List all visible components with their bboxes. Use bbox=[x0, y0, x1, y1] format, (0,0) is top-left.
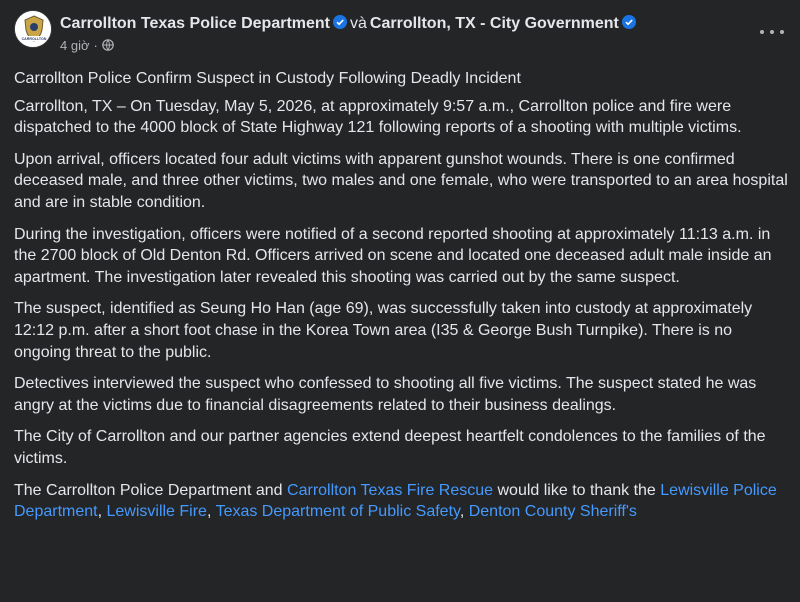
thanks-text: would like to thank the bbox=[493, 481, 661, 499]
thanks-paragraph bbox=[14, 480, 790, 523]
post-headline: Carrollton Police Confirm Suspect in Custody Following Deadly Incident bbox=[14, 70, 521, 87]
post-authors bbox=[60, 14, 636, 34]
link-carrollton-fire-rescue[interactable]: Carrollton Texas Fire Rescue bbox=[287, 481, 494, 499]
verified-badge-icon bbox=[622, 15, 636, 29]
post-paragraph: Detectives interviewed the suspect who confessed to shooting all five victims. The suspect stated he was angry at the victims due to financial disagreements related to their business dealings. bbox=[14, 375, 757, 414]
globe-icon[interactable] bbox=[102, 39, 114, 51]
author-name[interactable]: Carrollton Texas Police Department bbox=[60, 15, 330, 32]
post-paragraph: Upon arrival, officers located four adult victims with apparent gunshot wounds. There is one confirmed deceased male, and three other victims, two males and one female, who were transported to an area hospital and are in stable condition. bbox=[14, 150, 788, 211]
dot-icon bbox=[760, 30, 764, 34]
thanks-text: The Carrollton Police Department and bbox=[14, 481, 288, 499]
police-badge-logo bbox=[15, 11, 52, 48]
post-body bbox=[14, 68, 790, 533]
meta-separator: · bbox=[93, 38, 98, 53]
thanks-text: , bbox=[97, 503, 107, 521]
svg-text:CARROLLTON: CARROLLTON bbox=[21, 37, 47, 41]
thanks-text: , bbox=[459, 503, 469, 521]
post-timestamp[interactable]: 4 giờ bbox=[60, 38, 90, 53]
link-denton-county-sheriff[interactable]: Denton County Sheriff's bbox=[468, 503, 637, 521]
coauthor-name[interactable]: Carrollton, TX - City Government bbox=[369, 15, 619, 32]
link-lewisville-fire[interactable]: Lewisville Fire bbox=[106, 503, 207, 521]
post-paragraph: The City of Carrollton and our partner agencies extend deepest heartfelt condolences to the families of the victims. bbox=[14, 428, 766, 467]
dot-icon bbox=[770, 30, 774, 34]
post-paragraph: Carrollton, TX – On Tuesday, May 5, 2026, at approximately 9:57 a.m., Carrollton police and fire were dispatched to the 4000 block of State Highway 121 following reports of a shooting with multiple victims. bbox=[14, 97, 742, 137]
page-avatar[interactable] bbox=[14, 10, 52, 48]
post-header bbox=[14, 10, 786, 56]
author-connector: và bbox=[350, 15, 367, 32]
more-options-button[interactable] bbox=[760, 24, 784, 40]
verified-badge-icon bbox=[333, 15, 347, 29]
thanks-text: , bbox=[206, 503, 216, 521]
post-paragraph: The suspect, identified as Seung Ho Han (age 69), was successfully taken into custody at approximately 12:12 p.m. after a short foot chase in the Korea Town area (I35 & George Bush Turnpike). There is no ongoing threat to the public. bbox=[14, 300, 753, 361]
link-texas-dps[interactable]: Texas Department of Public Safety bbox=[215, 503, 460, 521]
post-paragraph: During the investigation, officers were notified of a second reported shooting at approximately 11:13 a.m. in the 2700 block of Old Denton Rd. Officers arrived on scene and located one deceased adult male inside an apartment. The investigation later revealed this shooting was carried out by the same suspect. bbox=[14, 225, 772, 286]
link-lewisville-police[interactable]: Lewisville Police Department bbox=[14, 481, 777, 521]
post-meta bbox=[60, 38, 114, 53]
dot-icon bbox=[780, 30, 784, 34]
